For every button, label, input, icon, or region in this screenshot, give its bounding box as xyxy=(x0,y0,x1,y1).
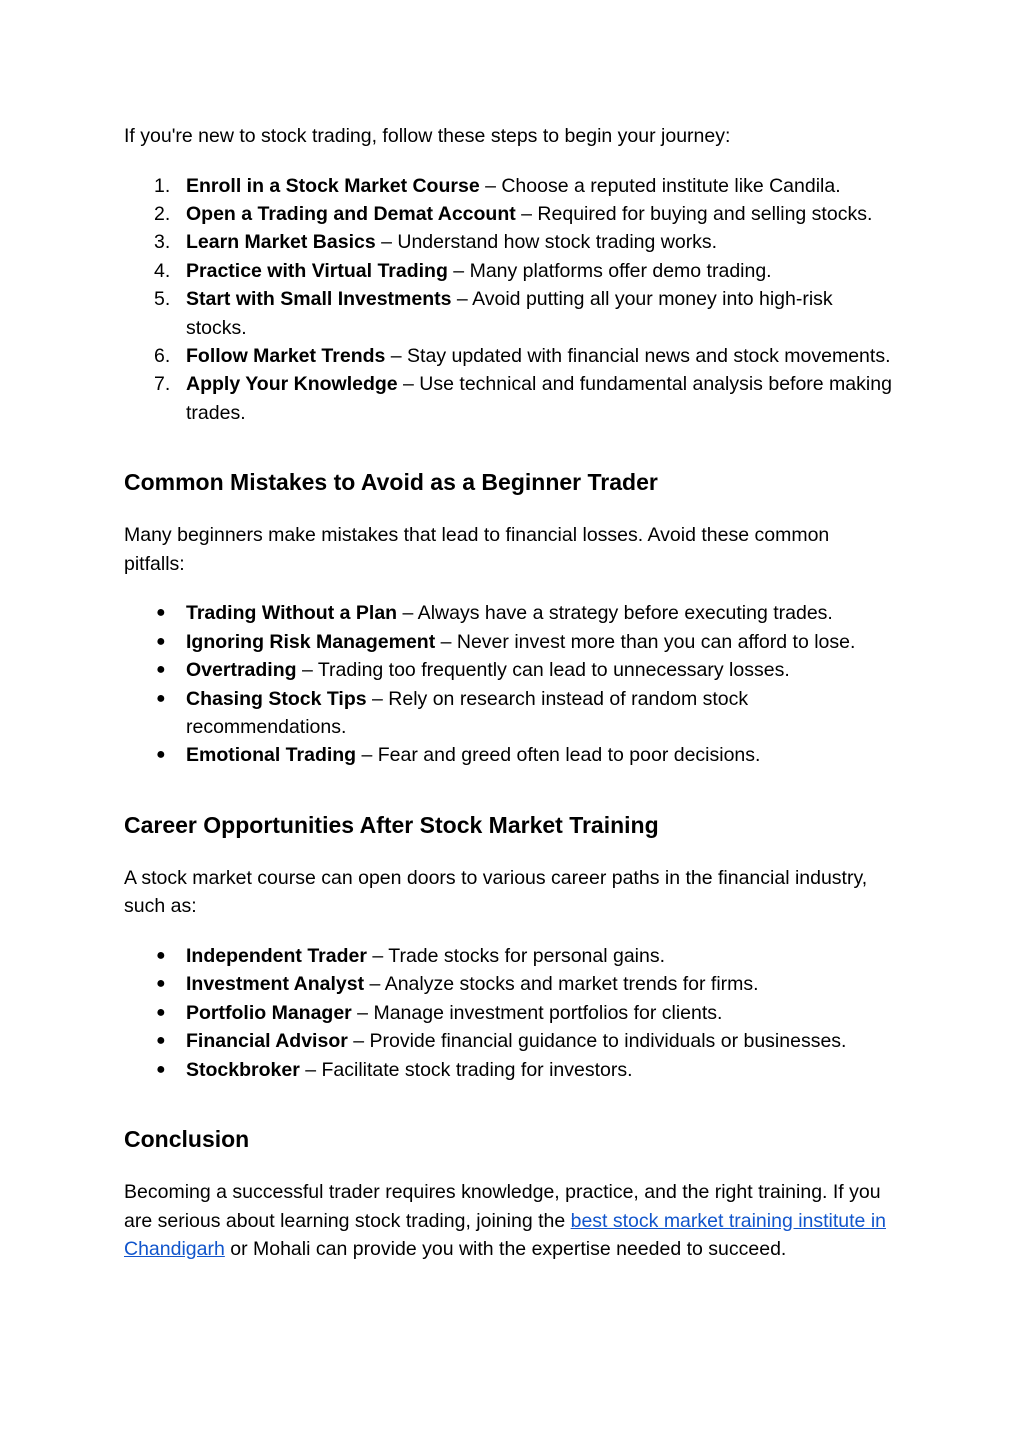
list-item xyxy=(124,1027,892,1055)
bullet-icon: ● xyxy=(156,1003,166,1021)
item-description: – Understand how stock trading works. xyxy=(375,231,718,254)
steps-list xyxy=(124,172,892,428)
conclusion-text-after-link: or Mohali can provide you with the expertise needed to succeed. xyxy=(224,1238,787,1261)
mistakes-intro: Many beginners make mistakes that lead to financial losses. Avoid these common pitfalls: xyxy=(124,524,830,575)
list-item xyxy=(124,172,892,200)
item-title: Overtrading xyxy=(186,659,297,682)
careers-list xyxy=(124,942,892,1084)
section-heading-mistakes: Common Mistakes to Avoid as a Beginner Trader xyxy=(124,469,658,496)
item-description: – Always have a strategy before executing trades. xyxy=(397,602,833,625)
bullet-icon: ● xyxy=(156,1032,166,1050)
item-description: – Trading too frequently can lead to unnecessary losses. xyxy=(296,659,790,682)
list-number: 5. xyxy=(154,288,171,311)
list-item xyxy=(124,342,892,370)
list-item xyxy=(124,370,892,427)
list-item xyxy=(124,285,892,342)
list-item xyxy=(124,942,892,970)
item-description: – Many platforms offer demo trading. xyxy=(447,259,772,282)
item-description: – Avoid putting all your money into high-risk stocks. xyxy=(186,288,833,339)
list-number: 6. xyxy=(154,345,171,368)
list-item xyxy=(124,200,892,228)
item-title: Follow Market Trends xyxy=(186,345,386,368)
item-description: – Use technical and fundamental analysis before making trades. xyxy=(186,373,892,424)
bullet-icon: ● xyxy=(156,661,166,679)
item-description: – Required for buying and selling stocks. xyxy=(515,203,873,225)
bullet-icon: ● xyxy=(156,632,166,650)
list-number: 7. xyxy=(154,373,171,396)
item-description: – Analyze stocks and market trends for firms. xyxy=(364,973,759,996)
conclusion-paragraph xyxy=(124,1178,892,1264)
section-heading-careers: Career Opportunities After Stock Market Training xyxy=(124,811,659,838)
item-description: – Trade stocks for personal gains. xyxy=(366,945,666,968)
careers-intro: A stock market course can open doors to various career paths in the financial industry, such as: xyxy=(124,866,868,918)
item-title: Open a Trading and Demat Account xyxy=(186,203,516,225)
item-title: Trading Without a Plan xyxy=(186,602,398,625)
list-item xyxy=(124,599,892,627)
document-page xyxy=(124,120,892,1264)
item-description: – Rely on research instead of random stock recommendations. xyxy=(186,687,749,739)
list-item xyxy=(124,999,892,1027)
conclusion-text-before-link: Becoming a successful trader requires knowledge, practice, and the right training. If you are serious about learning stock trading, joining the xyxy=(124,1181,881,1232)
bullet-icon: ● xyxy=(156,1060,166,1078)
list-number: 3. xyxy=(154,231,171,254)
item-title: Enroll in a Stock Market Course xyxy=(186,174,480,197)
intro-paragraph: If you're new to stock trading, follow these steps to begin your journey: xyxy=(124,125,731,147)
bullet-icon: ● xyxy=(156,604,166,622)
list-item xyxy=(124,628,892,656)
bullet-icon: ● xyxy=(156,746,166,764)
item-description: – Stay updated with financial news and stock movements. xyxy=(385,345,891,368)
item-title: Independent Trader xyxy=(186,945,367,968)
item-description: – Fear and greed often lead to poor decisions. xyxy=(356,744,761,767)
item-title: Learn Market Basics xyxy=(186,231,376,254)
list-item xyxy=(124,1056,892,1084)
item-title: Financial Advisor xyxy=(186,1030,348,1053)
item-title: Practice with Virtual Trading xyxy=(186,259,448,282)
item-description: – Never invest more than you can afford to lose. xyxy=(435,630,856,653)
list-item xyxy=(124,257,892,285)
list-item xyxy=(124,656,892,684)
bullet-icon: ● xyxy=(156,975,166,993)
institute-link[interactable]: best stock market training institute in Chandigarh xyxy=(124,1209,886,1261)
list-item xyxy=(124,970,892,998)
item-description: – Manage investment portfolios for clients. xyxy=(351,1001,723,1024)
item-title: Chasing Stock Tips xyxy=(186,687,367,710)
list-item xyxy=(124,741,892,769)
item-title: Ignoring Risk Management xyxy=(186,630,436,653)
item-title: Investment Analyst xyxy=(186,973,365,996)
item-description: – Provide financial guidance to individuals or businesses. xyxy=(347,1030,847,1053)
bullet-icon: ● xyxy=(156,689,166,707)
mistakes-list xyxy=(124,599,892,769)
item-description: – Facilitate stock trading for investors. xyxy=(299,1058,633,1081)
item-title: Emotional Trading xyxy=(186,744,357,767)
item-description: – Choose a reputed institute like Candila. xyxy=(479,174,841,197)
list-number: 4. xyxy=(154,259,171,282)
item-title: Portfolio Manager xyxy=(186,1001,352,1024)
bullet-icon: ● xyxy=(156,947,166,965)
list-number: 2. xyxy=(154,203,171,225)
item-title: Start with Small Investments xyxy=(186,288,452,311)
section-heading-conclusion: Conclusion xyxy=(124,1126,250,1153)
item-title: Stockbroker xyxy=(186,1058,300,1081)
list-item xyxy=(124,685,892,742)
item-title: Apply Your Knowledge xyxy=(186,373,398,396)
list-number: 1. xyxy=(154,174,171,197)
list-item xyxy=(124,228,892,256)
